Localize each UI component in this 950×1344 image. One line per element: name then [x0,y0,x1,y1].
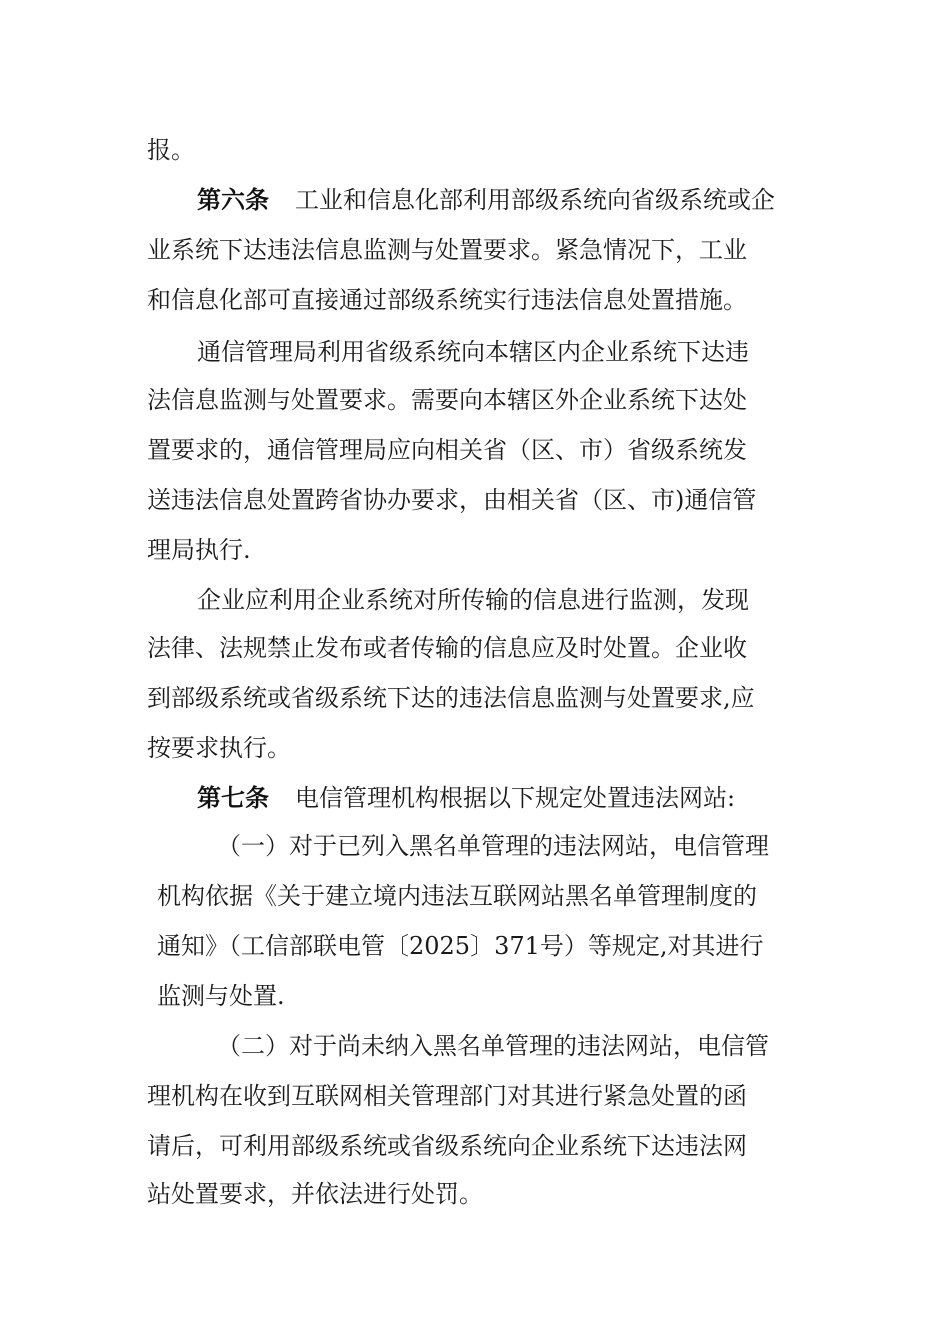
paragraph-line [0,274,950,326]
paragraph-line [0,722,950,774]
line-text: （二）对于尚未纳入黑名单管理的违法网站，电信管 [217,1032,769,1060]
line-text: 法信息监测与处置要求。需要向本辖区外企业系统下达处 [147,386,747,414]
article-heading-line [0,772,950,824]
line-text: 报。 [147,136,195,164]
line-text: 送违法信息处置跨省协办要求，由相关省（区、市)通信管 [147,486,757,514]
line-text: 企业应利用企业系统对所传输的信息进行监测，发现 [197,586,749,614]
paragraph-line [0,124,950,176]
paragraph-line [0,820,950,872]
paragraph-line [0,524,950,576]
paragraph-line [0,424,950,476]
paragraph-line [0,374,950,426]
line-text: 监测与处置. [157,982,285,1010]
paragraph-line [0,224,950,276]
paragraph-line [0,920,950,972]
line-text: 业系统下达违法信息监测与处置要求。紧急情况下，工业 [147,236,747,264]
line-text: 到部级系统或省级系统下达的违法信息监测与处置要求,应 [147,684,755,712]
article-heading-line [0,174,950,226]
paragraph-line [0,474,950,526]
paragraph-line [0,622,950,674]
line-text: 通信管理局利用省级系统向本辖区内企业系统下达违 [197,338,749,366]
line-text: 请后，可利用部级系统或省级系统向企业系统下达违法网 [147,1132,747,1160]
paragraph-line [0,326,950,378]
paragraph-line [0,672,950,724]
line-text: 通知》（工信部联电管〔2025〕371号）等规定,对其进行 [157,932,764,960]
line-text: 工业和信息化部利用部级系统向省级系统或企 [295,186,775,214]
paragraph-line [0,1070,950,1122]
paragraph-line [0,1020,950,1072]
article-number: 第七条 [197,783,269,812]
paragraph-line [0,970,950,1022]
paragraph-line [0,870,950,922]
line-text: 和信息化部可直接通过部级系统实行违法信息处置措施。 [147,286,747,314]
line-text: 置要求的，通信管理局应向相关省（区、市）省级系统发 [147,436,747,464]
line-text: （一）对于已列入黑名单管理的违法网站，电信管理 [217,832,769,860]
line-text: 法律、法规禁止发布或者传输的信息应及时处置。企业收 [147,634,747,662]
line-text: 理机构在收到互联网相关管理部门对其进行紧急处置的函 [147,1082,747,1110]
paragraph-line [0,1120,950,1172]
article-number: 第六条 [197,185,269,214]
line-text: 电信管理机构根据以下规定处置违法网站: [295,784,736,812]
line-text: 按要求执行。 [147,734,291,762]
line-text: 机构依据《关于建立境内违法互联网站黑名单管理制度的 [157,882,757,910]
line-text: 站处置要求，并依法进行处罚。 [147,1180,483,1208]
paragraph-line [0,574,950,626]
line-text: 理局执行. [147,536,251,564]
paragraph-line [0,1168,950,1220]
